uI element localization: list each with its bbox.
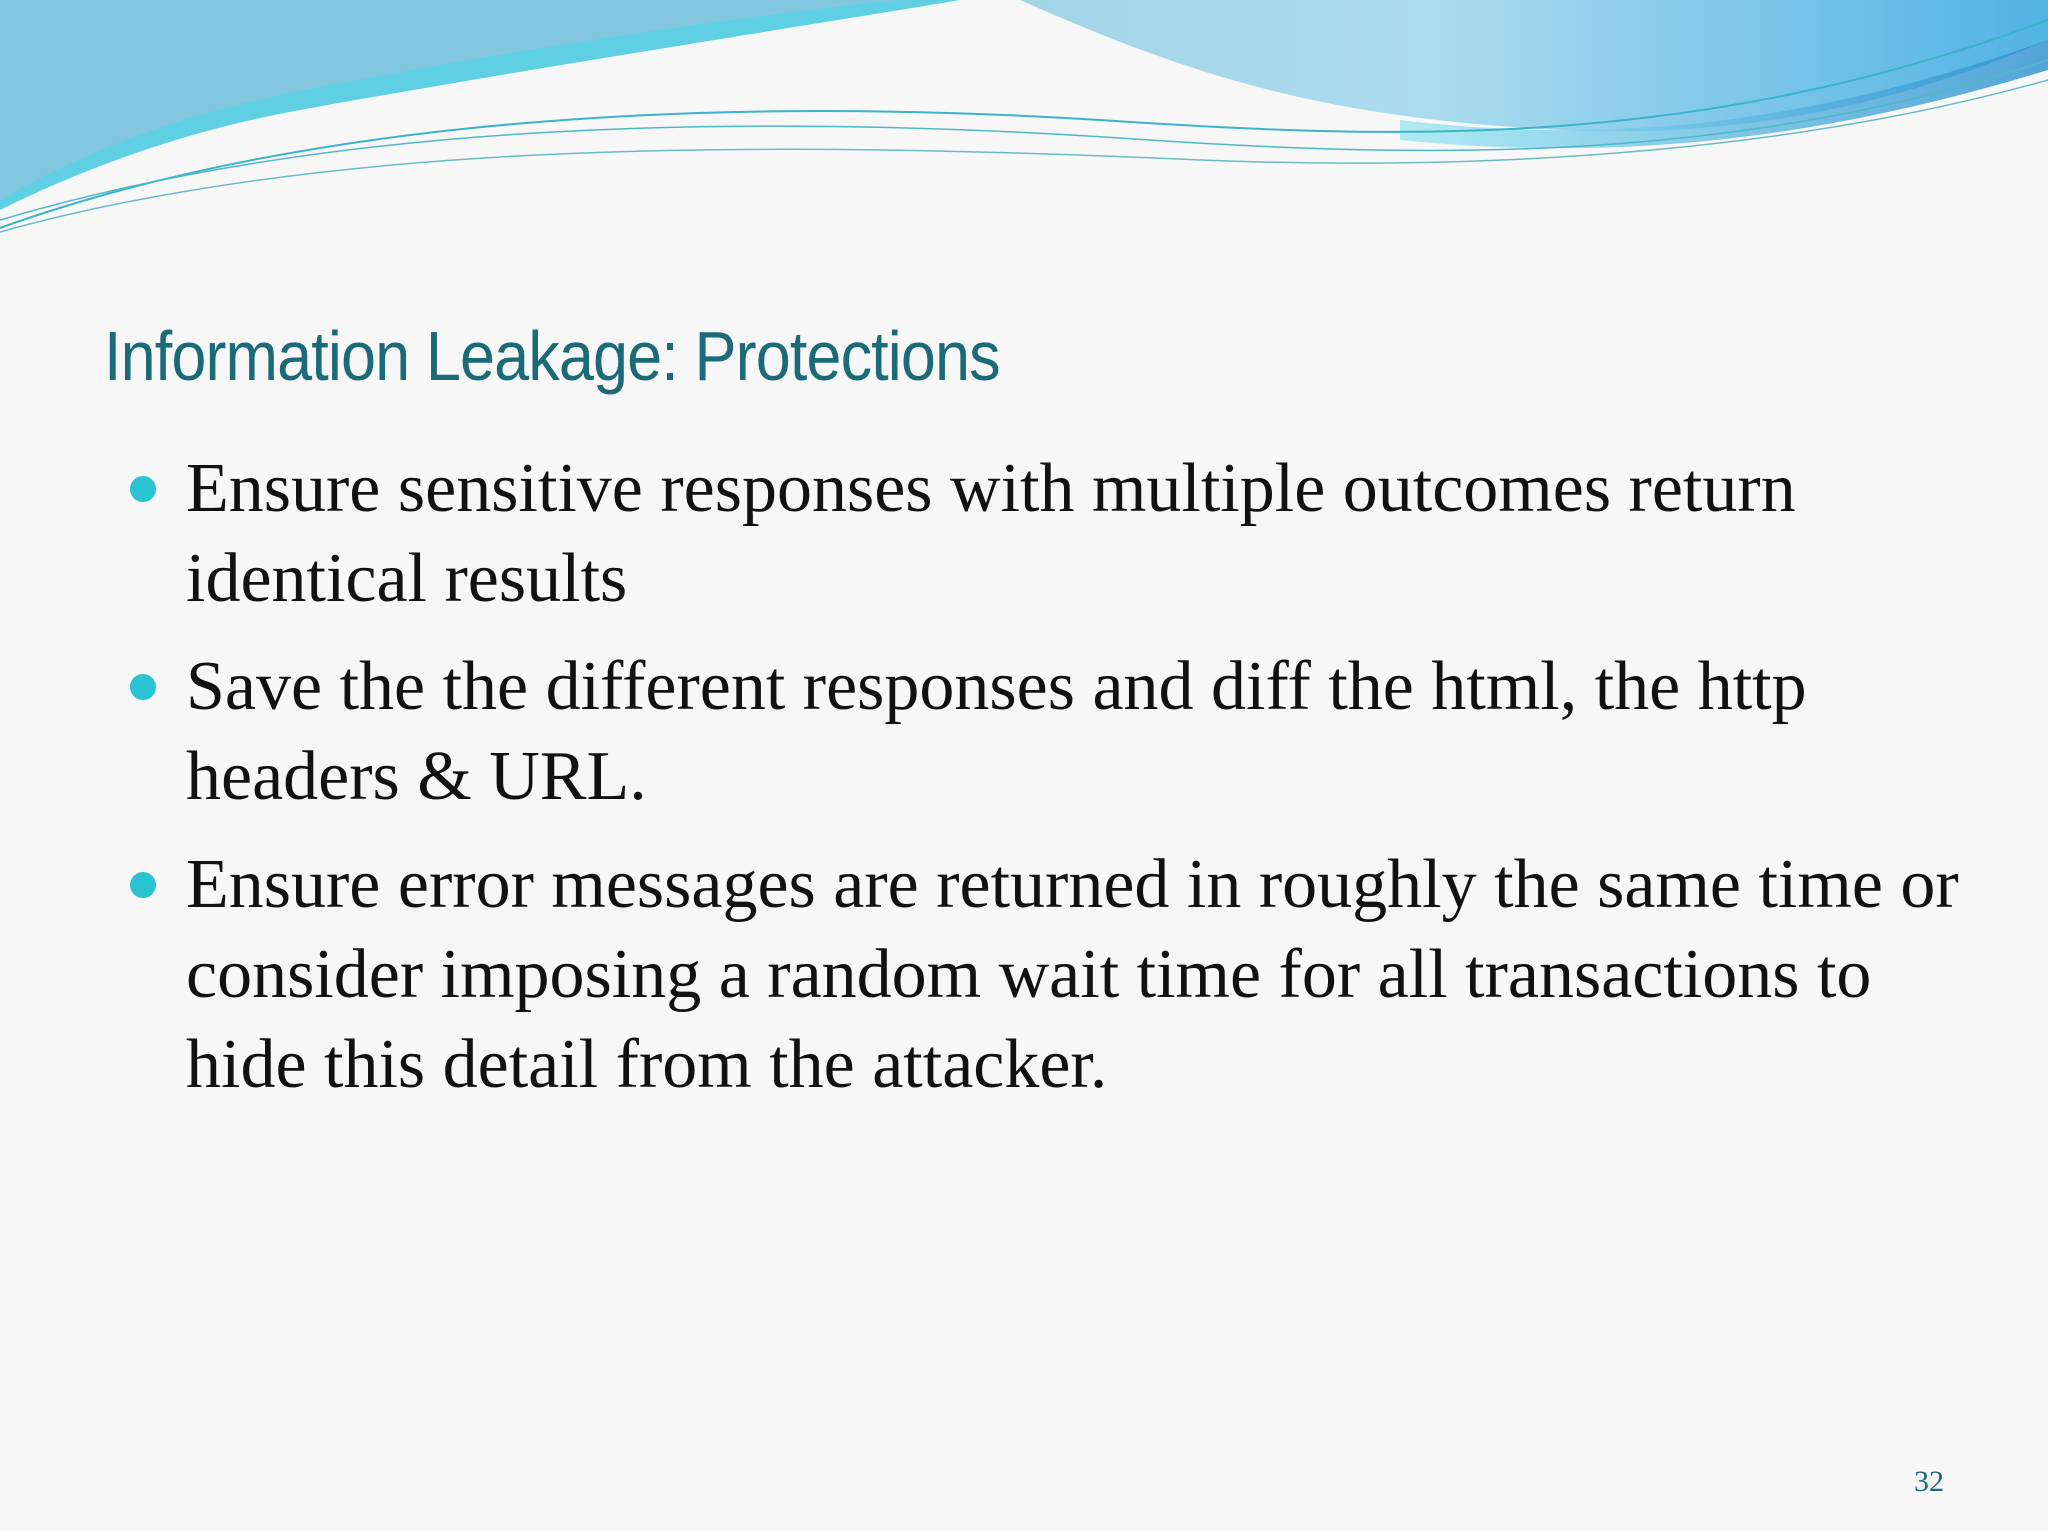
wave-header-decoration	[0, 0, 2048, 240]
bullet-text: Ensure error messages are returned in roughly the same time or consider imposing a random wait time for all transactions to hide this detail from the attacker.	[186, 846, 1959, 1103]
bullet-dot-icon	[130, 476, 156, 502]
bullet-item	[128, 840, 1988, 1110]
page-number: 32	[1914, 1465, 1944, 1498]
bullet-item	[128, 642, 1988, 822]
slide-title: Information Leakage: Protections	[104, 317, 1000, 395]
bullet-dot-icon	[130, 674, 156, 700]
bullet-item	[128, 444, 1988, 624]
bullet-list	[128, 444, 1988, 1128]
bullet-text: Save the the different responses and diff the html, the http headers & URL.	[186, 648, 1807, 815]
bullet-text: Ensure sensitive responses with multiple outcomes return identical results	[186, 450, 1796, 617]
bullet-dot-icon	[130, 872, 156, 898]
